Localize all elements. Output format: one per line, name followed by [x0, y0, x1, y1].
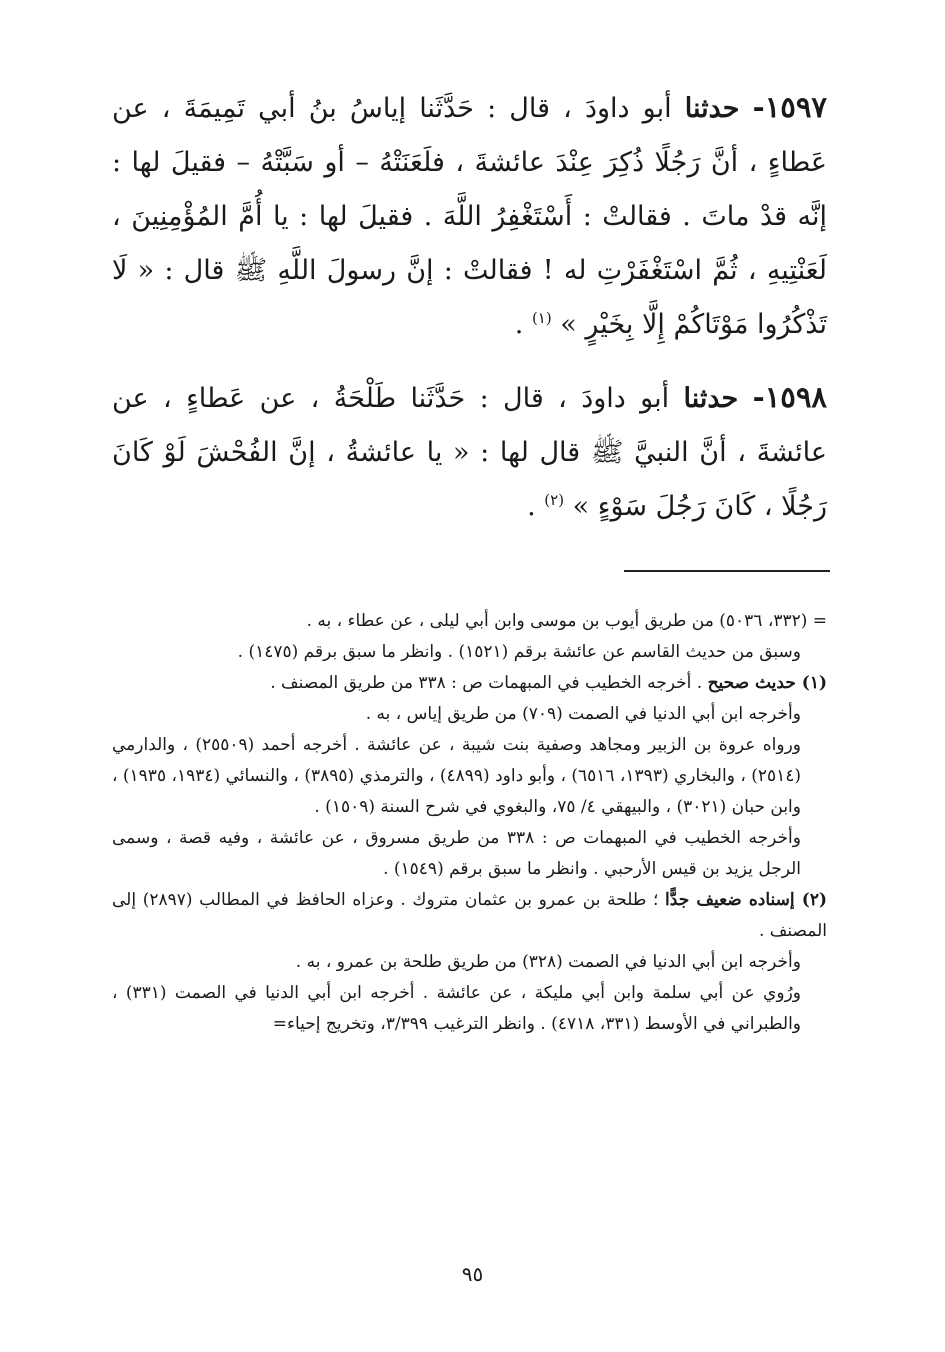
footnote-line: وأخرجه الخطيب في المبهمات ص : ٣٣٨ من طريق مسروق ، عن عائشة ، وفيه قصة ، وسمى الرجل يزيد بن قيس الأرحبي . وانظر ما سبق برقم (١٥٤٩) .	[112, 828, 801, 879]
footnote-line: (٢) إسناده ضعيف جدًّا ؛ طلحة بن عمرو بن عثمان متروك . وعزاه الحافظ في المطالب (٢٨٩٧) إلى المصنف .	[112, 890, 828, 941]
hadith-text: أبو داودَ ، قال : حَدَّثَنا طَلْحَةُ ، عن عَطاءٍ ، عن عائشةَ ، أنَّ النبيَّ ﷺ قال لها : « يا عائشةُ ، إنَّ الفُحْشَ لَوْ كَانَ رَجُلًا ، كَانَ رَجُلَ سَوْءٍ »	[112, 383, 827, 522]
main-text	[112, 80, 827, 552]
footnote-ref: (١)	[531, 309, 552, 327]
hadith-lead: حدثنا	[683, 383, 739, 414]
hadith-number: ١٥٩٧-	[752, 90, 827, 124]
footnote-ref: (٢)	[544, 491, 565, 509]
footnote-line: ورواه عروة بن الزبير ومجاهد وصفية بنت شيبة ، عن عائشة . أخرجه أحمد (٢٥٥٠٩) ، والدارمي (٢٥١٤) ، والبخاري (١٣٩٣، ٦٥١٦) ، وأبو داود (٤٨٩٩) ، والترمذي (٣٨٩٥) ، والنسائي (١٩٣٤، ١٩٣٥) ، وابن حبان (٣٠٢١) ، والبيهقي ٤/ ٧٥، والبغوي في شرح السنة (١٥٠٩) .	[112, 735, 802, 817]
footnote-line: وسبق من حديث القاسم عن عائشة برقم (١٥٢١) . وانظر ما سبق برقم (١٤٧٥) .	[237, 642, 801, 662]
hadith-number: ١٥٩٨-	[752, 380, 827, 414]
hadith-lead: حدثنا	[684, 93, 740, 124]
footnote-line: ورُوي عن أبي سلمة وابن أبي مليكة ، عن عائشة . أخرجه ابن أبي الدنيا في الصمت (٣٣١) ، والطبراني في الأوسط (٣٣١، ٤٧١٨) . وانظر الترغيب ٣/٣٩٩، وتخريج إحياء=	[112, 983, 801, 1034]
footnote-line: = (٣٣٢، ٥٠٣٦) من طريق أيوب بن موسى وابن أبي ليلى ، عن عطاء ، به .	[306, 611, 827, 631]
hadith-1598	[112, 370, 827, 534]
footnote-line: وأخرجه ابن أبي الدنيا في الصمت (٣٢٨) من طريق طلحة بن عمرو ، به .	[295, 952, 801, 972]
hadith-tail: .	[527, 491, 545, 522]
hadith-tail: .	[514, 309, 532, 340]
footnote-line: (١) حديث صحيح . أخرجه الخطيب في المبهمات ص : ٣٣٨ من طريق المصنف .	[270, 673, 827, 693]
footnote-separator	[624, 570, 830, 572]
page-number: ٩٥	[461, 1262, 484, 1286]
hadith-text: أبو داودَ ، قال : حَدَّثَنا إياسُ بنُ أبي تَمِيمَةَ ، عن عَطاءٍ ، أنَّ رَجُلًا ذُكِرَ عِنْدَ عائشةَ ، فلَعَنَتْهُ – أو سَبَّتْهُ – فقيلَ لها : إنَّه قدْ ماتَ . فقالتْ : أَسْتَغْفِرُ اللَّهَ . فقيلَ لها : يا أُمَّ المُؤْمِنِينَ ، لَعَنْتِيهِ ، ثُمَّ اسْتَغْفَرْتِ له ! فقالتْ : إنَّ رسولَ اللَّهِ ﷺ قال : « لَا تَذْكُرُوا مَوْتَاكُمْ إِلَّا بِخَيْرٍ »	[112, 93, 827, 340]
hadith-1597	[112, 80, 827, 352]
footnote-line: وأخرجه ابن أبي الدنيا في الصمت (٧٠٩) من طريق إياس ، به .	[365, 704, 801, 724]
footnotes	[112, 606, 827, 1040]
